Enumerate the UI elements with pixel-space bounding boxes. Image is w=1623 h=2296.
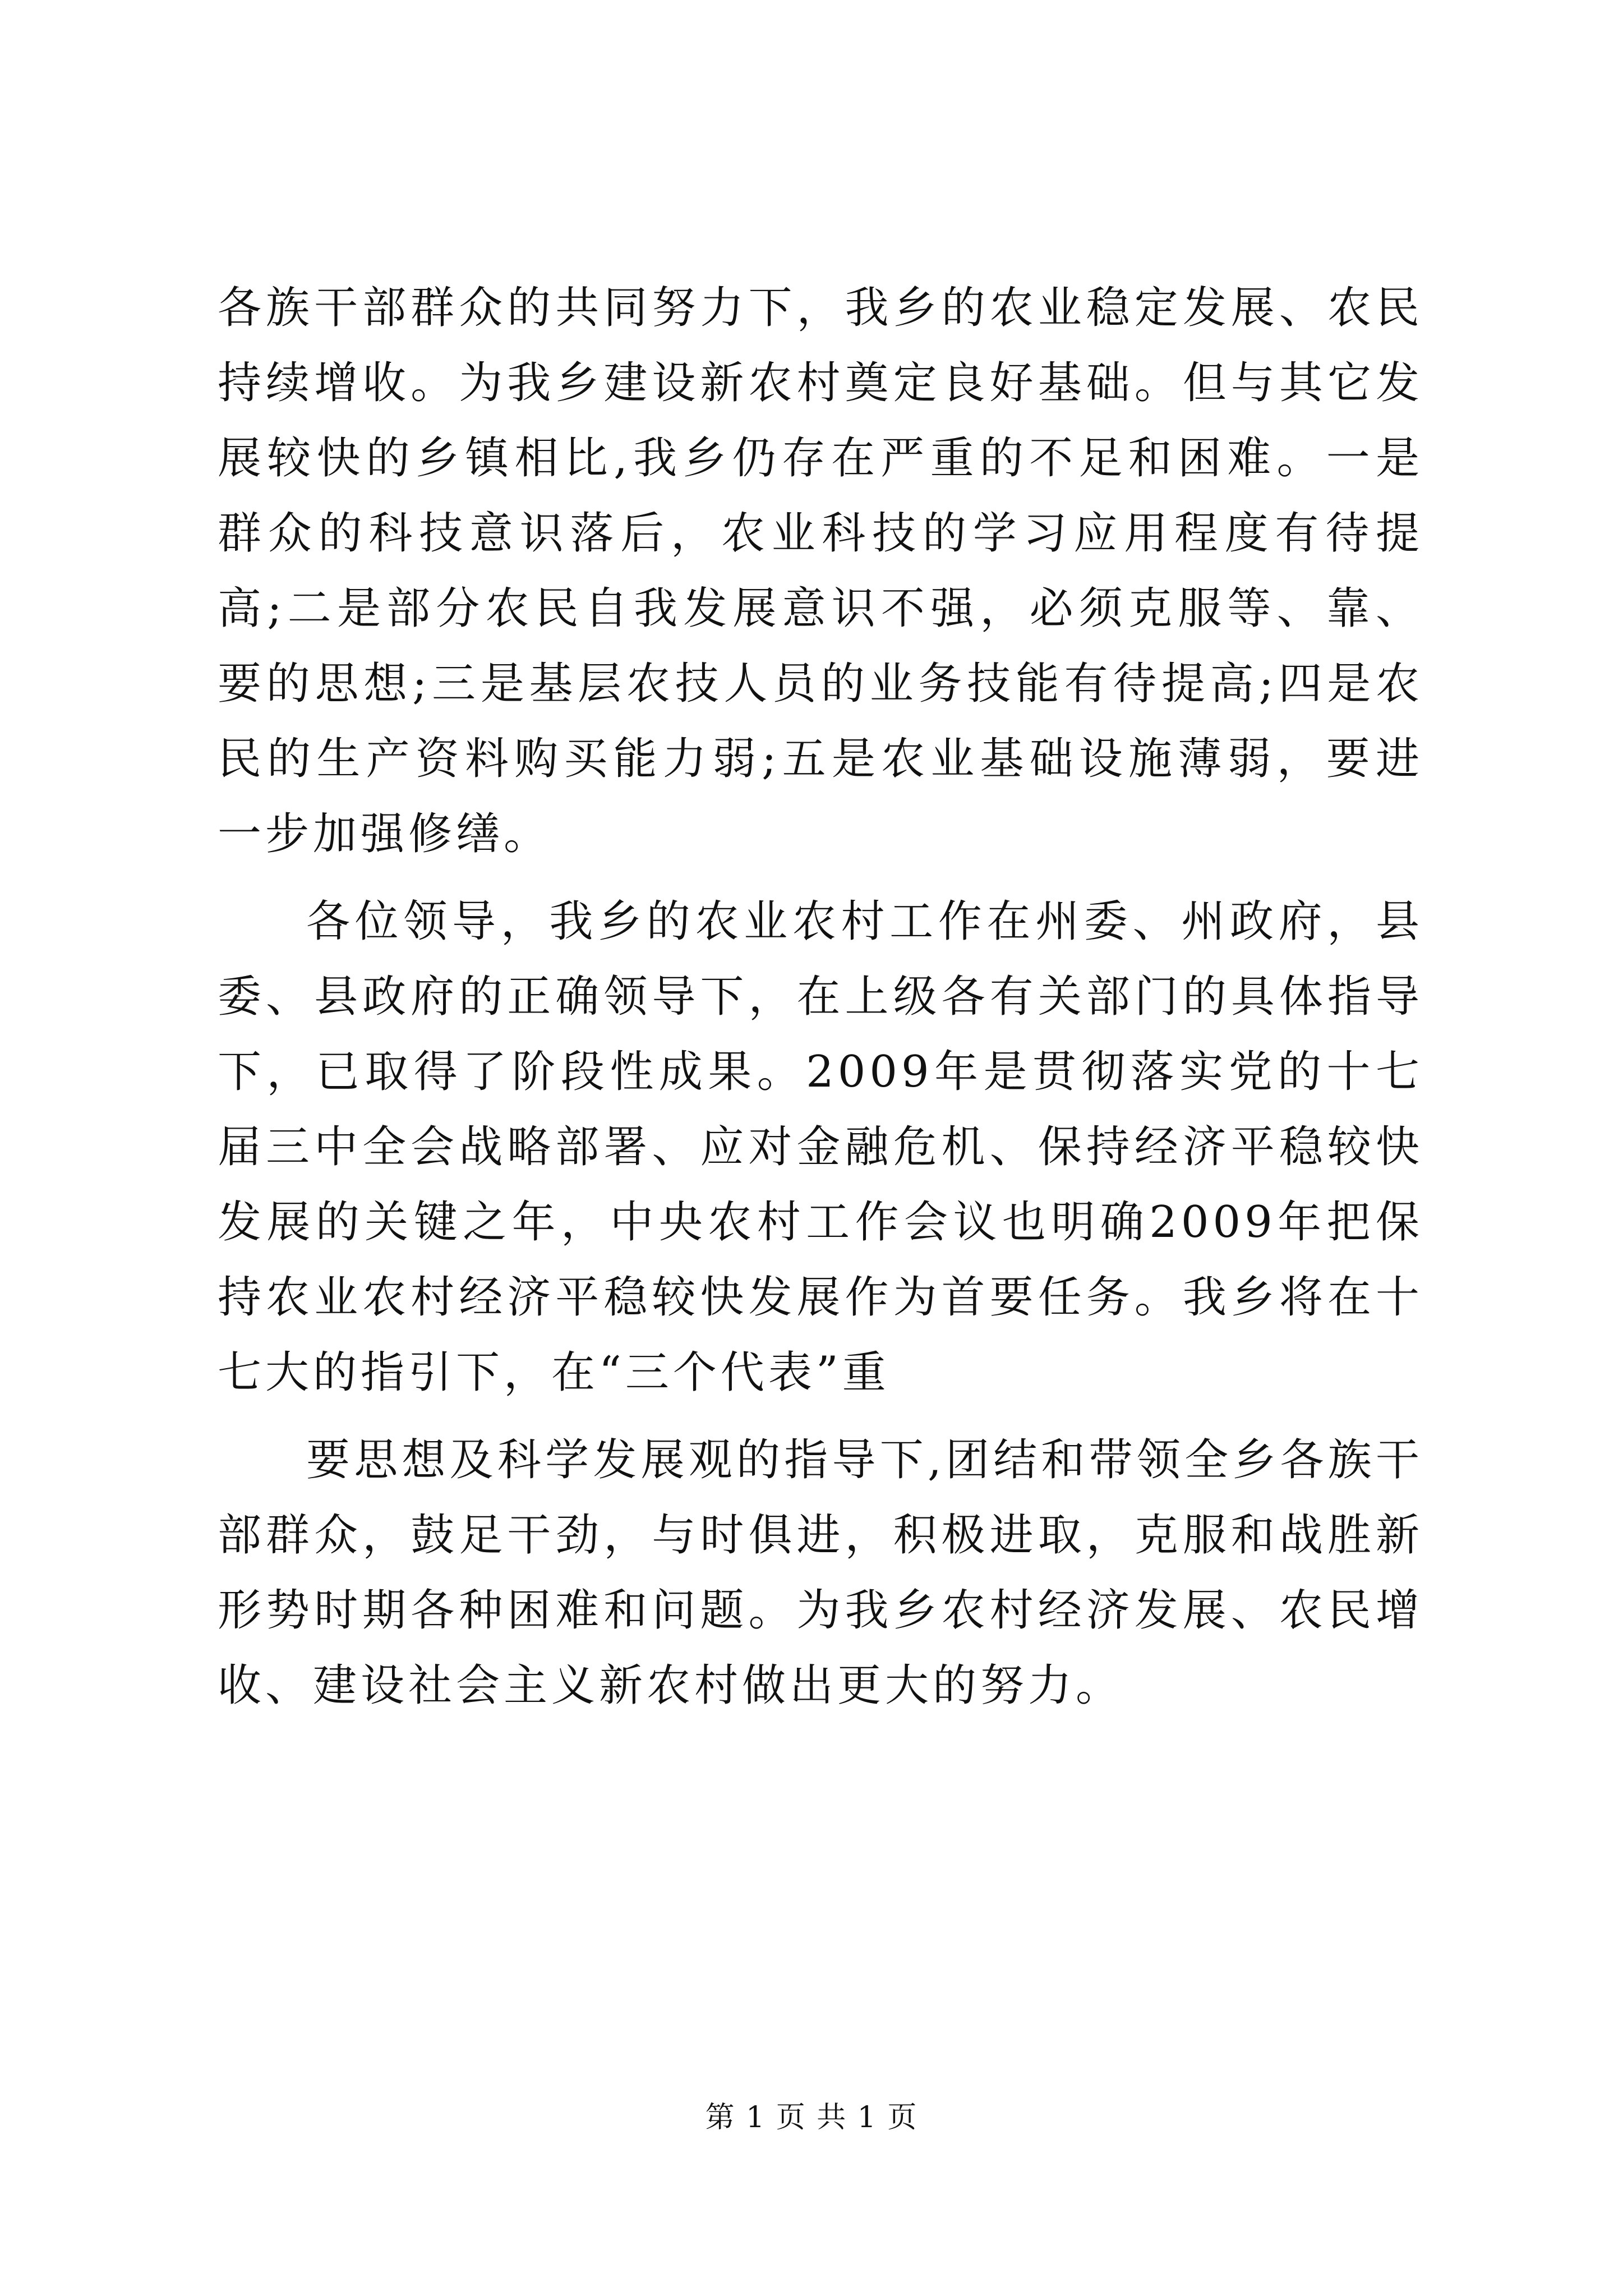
paragraph-2: 各位领导，我乡的农业农村工作在州委、州政府，县委、县政府的正确领导下，在上级各有关部门的具体指导下，已取得了阶段性成果。2009年是贯彻落实党的十七届三中全会战略部署、应对金融危机、保持经济平稳较快发展的关键之年，中央农村工作会议也明确2009年把保持农业农村经济平稳较快发展作为首要任务。我乡将在十七大的指引下，在“三个代表”重 — [218, 896, 1423, 1398]
document-body — [218, 270, 1423, 1723]
paragraph-3: 要思想及科学发展观的指导下,团结和带领全乡各族干部群众，鼓足干劲，与时俱进，积极进取，克服和战胜新形势时期各种困难和问题。为我乡农村经济发展、农民增收、建设社会主义新农村做出更大的努力。 — [218, 1435, 1423, 1711]
page-footer: 第 1 页 共 1 页 — [705, 2101, 918, 2134]
paragraph-1: 各族干部群众的共同努力下，我乡的农业稳定发展、农民持续增收。为我乡建设新农村奠定良好基础。但与其它发展较快的乡镇相比,我乡仍存在严重的不足和困难。一是群众的科技意识落后，农业科技的学习应用程度有待提高;二是部分农民自我发展意识不强，必须克服等、靠、要的思想;三是基层农技人员的业务技能有待提高;四是农民的生产资料购买能力弱;五是农业基础设施薄弱，要进一步加强修缮。 — [218, 283, 1423, 859]
